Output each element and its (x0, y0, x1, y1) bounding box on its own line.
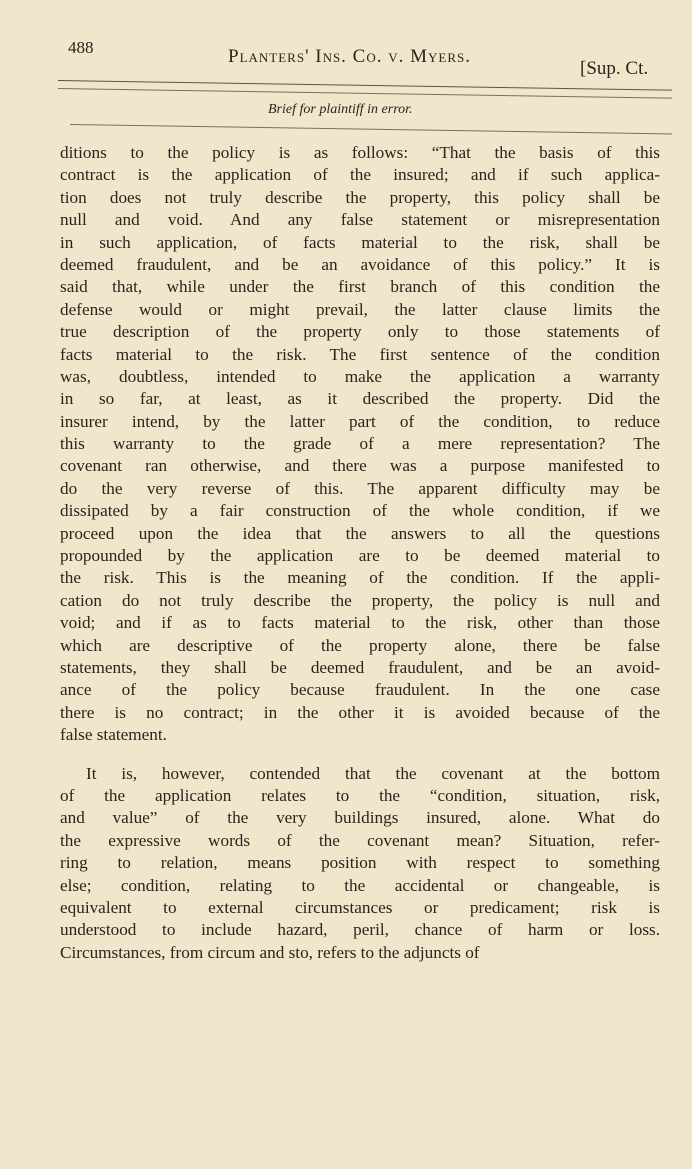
text-line: ance of the policy because fraudulent. In the one case (60, 680, 660, 700)
subheading-rule (70, 124, 672, 134)
running-title: Planters' Ins. Co. v. Myers. (228, 46, 472, 67)
text-line: It is, however, contended that the covenant at the bottom (86, 763, 660, 783)
text-line: was, doubtless, intended to make the application a warranty (60, 366, 660, 386)
paragraph-gap (60, 747, 660, 763)
page-header (0, 0, 692, 120)
text-line: and value” of the very buildings insured, alone. What do (60, 808, 660, 828)
text-line: in so far, at least, as it described the property. Did the (60, 389, 660, 409)
text-line: facts material to the risk. The first sentence of the condition (60, 344, 660, 364)
body-text (60, 142, 660, 964)
text-line: void; and if as to facts material to the risk, other than those (60, 613, 660, 633)
text-line: there is no contract; in the other it is avoided because of the (60, 702, 660, 722)
text-line: in such application, of facts material to the risk, shall be (60, 232, 660, 252)
paragraph (60, 763, 660, 965)
text-line: understood to include hazard, peril, chance of harm or loss. (60, 920, 660, 940)
text-line: insurer intend, by the latter part of the condition, to reduce (60, 411, 660, 431)
text-line: do the very reverse of this. The apparent difficulty may be (60, 478, 660, 498)
text-line: false statement. (60, 725, 167, 745)
text-line: ditions to the policy is as follows: “That the basis of this (60, 143, 660, 162)
text-line: tion does not truly describe the property, this policy shall be (60, 187, 660, 207)
text-line: proceed upon the idea that the answers to all the questions (60, 523, 660, 543)
page-number: 488 (68, 38, 94, 57)
text-line: contract is the application of the insured; and if such applica- (60, 165, 660, 185)
text-line: deemed fraudulent, and be an avoidance of this policy.” It is (60, 254, 660, 274)
text-line: Circumstances, from circum and sto, refers to the adjuncts of (60, 942, 480, 962)
text-line: else; condition, relating to the accidental or changeable, is (60, 875, 660, 895)
text-line: true description of the property only to those statements of (60, 322, 660, 342)
text-line: null and void. And any false statement or misrepresentation (60, 210, 660, 230)
text-line: propounded by the application are to be deemed material to (60, 546, 660, 566)
text-line: equivalent to external circumstances or predicament; risk is (60, 897, 660, 917)
header-rule-second (58, 88, 672, 99)
text-line: dissipated by a fair construction of the whole condition, if we (60, 501, 660, 521)
text-line: of the application relates to the “condition, situation, risk, (60, 785, 660, 805)
text-line: the risk. This is the meaning of the condition. If the appli- (60, 568, 660, 588)
text-line: covenant ran otherwise, and there was a purpose manifested to (60, 456, 660, 476)
subheading: Brief for plaintiff in error. (268, 102, 413, 117)
text-line: defense would or might prevail, the latter clause limits the (60, 299, 660, 319)
text-line: ring to relation, means position with respect to something (60, 853, 660, 873)
text-line: which are descriptive of the property alone, there be false (60, 635, 660, 655)
text-line: cation do not truly describe the property, the policy is null and (60, 590, 660, 610)
text-line: statements, they shall be deemed fraudulent, and be an avoid- (60, 657, 660, 677)
text-line: said that, while under the first branch of this condition the (60, 277, 660, 297)
text-line: the expressive words of the covenant mean? Situation, refer- (60, 830, 660, 850)
court-label: [Sup. Ct. (580, 58, 649, 79)
paragraph (60, 142, 660, 747)
text-line: this warranty to the grade of a mere representation? The (60, 434, 660, 454)
